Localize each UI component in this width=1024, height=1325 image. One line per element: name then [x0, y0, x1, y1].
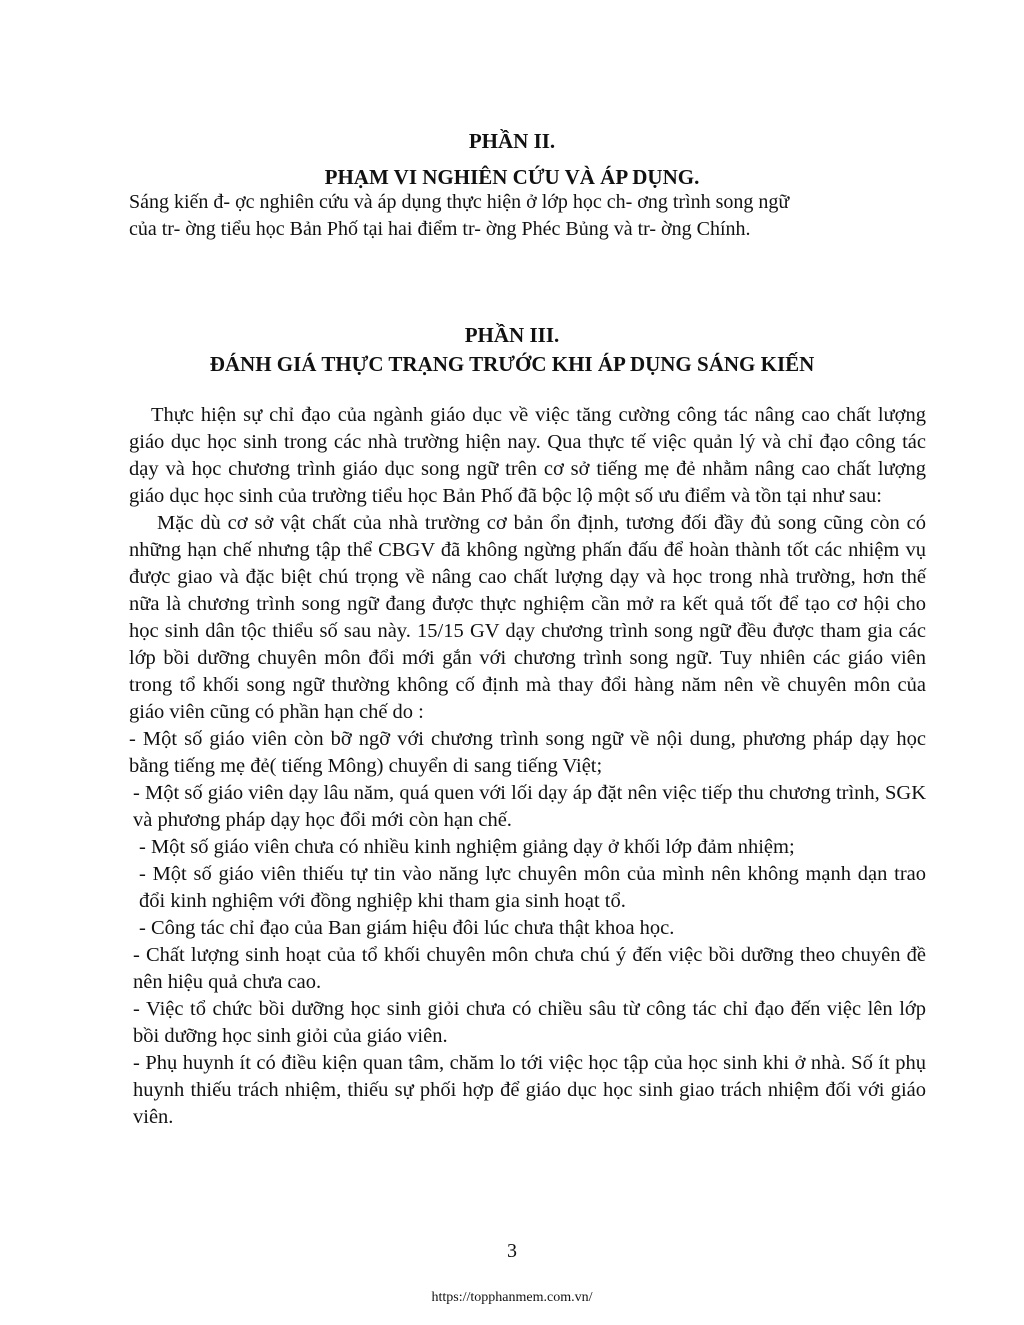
list-item: - Một số giáo viên thiếu tự tin vào năng lực chuyên môn của mình nên không mạnh dạn trao đổi kinh nghiệm với đồng nghiệp khi tham gia sinh hoạt tổ.: [139, 863, 926, 912]
section-3-title: ĐÁNH GIÁ THỰC TRẠNG TRƯỚC KHI ÁP DỤNG SÁNG KIẾN: [209, 352, 815, 376]
page-number: 3: [507, 1240, 517, 1262]
list-item: - Một số giáo viên còn bỡ ngỡ với chương trình song ngữ về nội dung, phương pháp dạy học bằng tiếng mẹ đẻ( tiếng Mông) chuyển di sang tiếng Việt;: [129, 728, 926, 777]
list-item: - Một số giáo viên chưa có nhiều kinh nghiệm giảng dạy ở khối lớp đảm nhiệm;: [139, 836, 795, 858]
section-2-part-heading: PHẦN II.: [468, 129, 556, 153]
section-2-line-1: Sáng kiến đ- ợc nghiên cứu và áp dụng thực hiện ở lớp học ch- ơng trình song ngữ: [129, 191, 790, 213]
list-item: - Một số giáo viên dạy lâu năm, quá quen với lối dạy áp đặt nên việc tiếp thu chương trình, SGK và phương pháp dạy học đổi mới còn hạn chế.: [133, 782, 926, 831]
section-2-title: PHẠM VI NGHIÊN CỨU VÀ ÁP DỤNG.: [324, 165, 700, 189]
section-3-body: [129, 402, 926, 1131]
list-item: - Phụ huynh ít có điều kiện quan tâm, chăm lo tới việc học tập của học sinh khi ở nhà. Số ít phụ huynh thiếu trách nhiệm, thiếu sự phối hợp để giáo dục học sinh giao trách nhiệm đối với giáo viên.: [133, 1052, 926, 1128]
section-3-part-heading: PHẦN III.: [464, 323, 560, 347]
body-paragraph: Mặc dù cơ sở vật chất của nhà trường cơ bản ổn định, tương đối đầy đủ song cũng còn có những hạn chế nhưng tập thể CBGV đã không ngừng phấn đấu để hoàn thành tốt các nhiệm vụ được giao và đặc biệt chú trọng về nâng cao chất lượng dạy và học trong nhà trường, hơn thế nữa là chương trình song ngữ đang được thực nghiệm cần mở ra kết quả tốt để tạo cơ hội cho học sinh dân tộc thiểu số sau này. 15/15 GV dạy chương trình song ngữ đều được tham gia các lớp bồi dưỡng chuyên môn đổi mới gắn với chương trình song ngữ. Tuy nhiên các giáo viên trong tổ khối song ngữ thường không cố định mà thay đổi hàng năm nên về chuyên môn của giáo viên cũng có phần hạn chế do :: [129, 512, 926, 723]
footer-url: https://topphanmem.com.vn/: [431, 1290, 593, 1305]
section-2-line-2: của tr- ờng tiểu học Bản Phố tại hai điểm tr- ờng Phéc Bủng và tr- ờng Chính.: [129, 218, 751, 240]
list-item: - Chất lượng sinh hoạt của tổ khối chuyên môn chưa chú ý đến việc bồi dưỡng theo chuyên đề nên hiệu quả chưa cao.: [133, 944, 926, 993]
list-item: - Công tác chỉ đạo của Ban giám hiệu đôi lúc chưa thật khoa học.: [139, 917, 675, 939]
list-item: - Việc tổ chức bồi dưỡng học sinh giỏi chưa có chiều sâu từ công tác chỉ đạo đến việc lên lớp bồi dưỡng học sinh giỏi của giáo viên.: [133, 998, 926, 1047]
body-paragraph: Thực hiện sự chỉ đạo của ngành giáo dục về việc tăng cường công tác nâng cao chất lượng giáo dục học sinh trong các nhà trường hiện nay. Qua thực tế việc quản lý và chỉ đạo công tác dạy và học chương trình giáo dục song ngữ trên cơ sở tiếng mẹ đẻ nhằm nâng cao chất lượng giáo dục học sinh của trường tiểu học Bản Phố đã bộc lộ một số ưu điểm và tồn tại như sau:: [129, 404, 926, 507]
